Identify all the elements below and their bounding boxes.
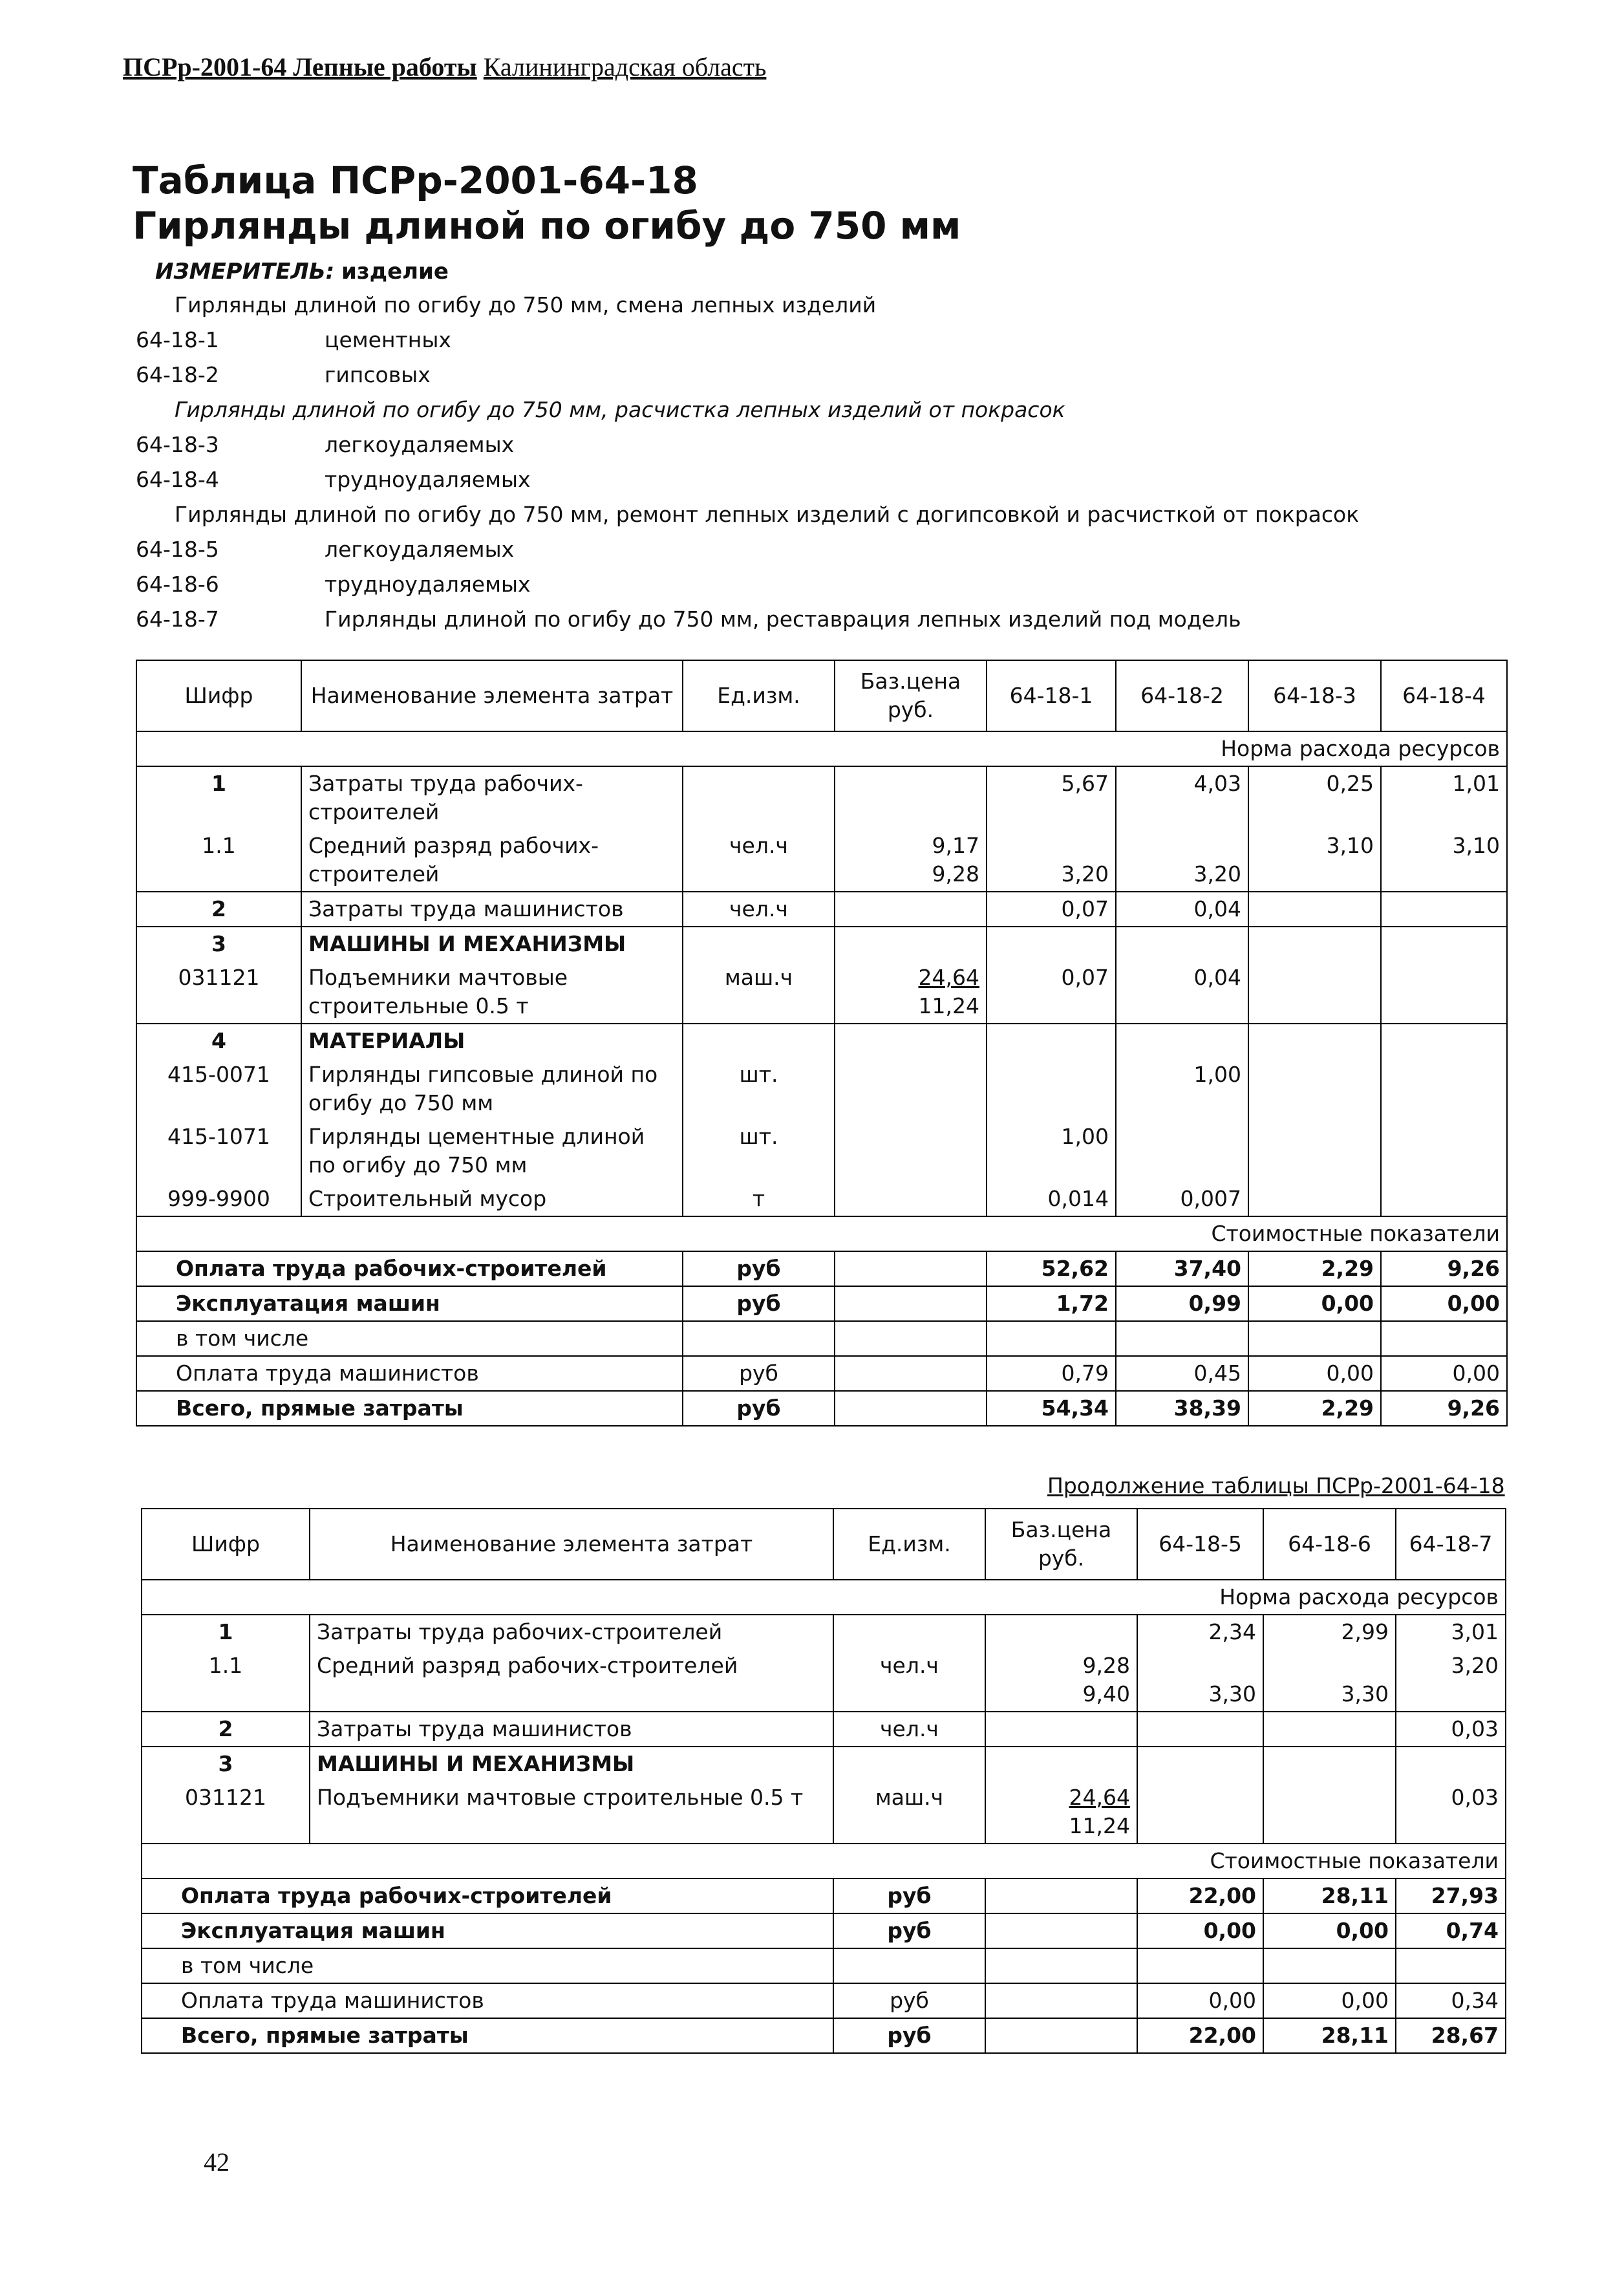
section-name: МАШИНЫ И МЕХАНИЗМЫ (310, 1747, 833, 1781)
row-value (1381, 961, 1507, 1024)
value-top (1144, 1652, 1256, 1680)
cost-value: 1,72 (987, 1286, 1116, 1321)
cost-value: 38,39 (1116, 1391, 1248, 1426)
description-item (136, 323, 1558, 358)
row-value (1263, 1712, 1396, 1747)
cost-value: 0,00 (1248, 1286, 1381, 1321)
value-bottom: 3,20 (1061, 861, 1109, 887)
row-code: 2 (136, 892, 301, 927)
header-price: Баз.цена руб. (985, 1509, 1137, 1580)
cost-price (835, 1286, 987, 1321)
row-value (1381, 829, 1507, 892)
row-value: 0,07 (987, 961, 1116, 1024)
cost-value: 0,45 (1116, 1356, 1248, 1391)
row-value: 2,34 (1137, 1615, 1263, 1649)
value-bottom: 3,30 (1208, 1681, 1256, 1706)
table-row (136, 766, 1507, 829)
row-code: 2 (142, 1712, 310, 1747)
table-row (136, 1120, 1507, 1182)
row-code: 1 (142, 1615, 310, 1649)
section-code: 4 (136, 1024, 301, 1058)
item-code: 64-18-5 (136, 537, 219, 562)
cost-unit: руб (683, 1286, 835, 1321)
table-row (136, 961, 1507, 1024)
row-value: 0,03 (1396, 1712, 1506, 1747)
row-value: 5,67 (987, 766, 1116, 829)
cost-price (835, 1356, 987, 1391)
table-row (136, 829, 1507, 892)
measure-value: изделие (341, 259, 449, 285)
table-row (136, 1182, 1507, 1216)
table-row (142, 1781, 1506, 1844)
cost-value: 22,00 (1137, 2018, 1263, 2053)
row-price (835, 892, 987, 927)
cost-value: 0,99 (1116, 1286, 1248, 1321)
row-price (985, 1712, 1137, 1747)
norm-band-row (136, 731, 1507, 766)
cost-band-row (136, 1216, 1507, 1251)
table-subtitle: Гирлянды длиной по огибу до 750 мм (133, 204, 961, 248)
cost-unit: руб (683, 1356, 835, 1391)
cost-name: в том числе (136, 1321, 683, 1356)
row-unit: маш.ч (833, 1781, 985, 1844)
description-item (136, 567, 1558, 602)
row-value (1381, 1120, 1507, 1182)
norm-band-row (142, 1580, 1506, 1615)
cost-band-row (142, 1844, 1506, 1878)
row-price (835, 1182, 987, 1216)
cost-row (142, 1983, 1506, 2018)
row-price (835, 829, 987, 892)
table-row (142, 1712, 1506, 1747)
cost-row (136, 1356, 1507, 1391)
header-unit: Ед.изм. (833, 1509, 985, 1580)
header-code: Шифр (136, 660, 301, 731)
header-col-64-18-6: 64-18-6 (1263, 1509, 1396, 1580)
row-value: 0,04 (1116, 892, 1248, 927)
description-group-heading: Гирлянды длиной по огибу до 750 мм, смена лепных изделий (175, 292, 877, 318)
norm-band-label: Норма расхода ресурсов (142, 1580, 1506, 1615)
row-unit (683, 766, 835, 829)
table-row (136, 892, 1507, 927)
description-list (136, 288, 1558, 637)
measure-line (155, 259, 449, 285)
row-name: Средний разряд рабочих-строителей (310, 1649, 833, 1712)
row-value: 0,25 (1248, 766, 1381, 829)
cost-value: 9,26 (1381, 1391, 1507, 1426)
row-name: Гирлянды цементные длиной по огибу до 750 мм (301, 1120, 683, 1182)
item-text: легкоудаляемых (325, 432, 515, 457)
item-code: 64-18-6 (136, 572, 219, 597)
cost-value: 28,11 (1263, 1878, 1396, 1913)
cost-unit: руб (683, 1251, 835, 1286)
row-unit: маш.ч (683, 961, 835, 1024)
cost-value: 0,00 (1137, 1913, 1263, 1948)
cost-name: Всего, прямые затраты (136, 1391, 683, 1426)
table-title: Таблица ПСРр-2001-64-18 (133, 158, 698, 202)
cost-name: Оплата труда рабочих-строителей (136, 1251, 683, 1286)
header-col-64-18-7: 64-18-7 (1396, 1509, 1506, 1580)
item-text: трудноудаляемых (325, 467, 531, 492)
row-value (1263, 1649, 1396, 1712)
section-name: МАШИНЫ И МЕХАНИЗМЫ (301, 927, 683, 961)
cost-value: 0,74 (1396, 1913, 1506, 1948)
value-top: 3,10 (1326, 833, 1374, 858)
cost-price (835, 1391, 987, 1426)
cost-price (985, 1913, 1137, 1948)
row-value (1248, 1058, 1381, 1120)
cost-value: 0,00 (1137, 1983, 1263, 2018)
header-name: Наименование элемента затрат (310, 1509, 833, 1580)
description-group-heading: Гирлянды длиной по огибу до 750 мм, ремонт лепных изделий с догипсовкой и расчисткой от покрасок (175, 502, 1360, 527)
row-price (835, 1120, 987, 1182)
table-row (142, 1615, 1506, 1649)
description-item (136, 532, 1558, 567)
header-unit: Ед.изм. (683, 660, 835, 731)
price-value: 11,24 (918, 993, 979, 1018)
row-value (1248, 829, 1381, 892)
cost-unit (833, 1948, 985, 1983)
item-code: 64-18-4 (136, 467, 219, 492)
cost-value: 0,34 (1396, 1983, 1506, 2018)
cost-value (1116, 1321, 1248, 1356)
value-bottom: 3,20 (1193, 861, 1241, 887)
row-value (1263, 1781, 1396, 1844)
row-value: 0,007 (1116, 1182, 1248, 1216)
cost-value (1263, 1948, 1396, 1983)
row-value (1396, 1649, 1506, 1712)
cost-unit: руб (833, 2018, 985, 2053)
resource-table-1 (136, 660, 1508, 1426)
item-text: легкоудаляемых (325, 537, 515, 562)
cost-value: 0,00 (1381, 1356, 1507, 1391)
row-price (985, 1649, 1137, 1712)
row-value (1137, 1781, 1263, 1844)
cost-value: 0,79 (987, 1356, 1116, 1391)
cost-unit: руб (833, 1983, 985, 2018)
cost-value: 37,40 (1116, 1251, 1248, 1286)
row-value (987, 829, 1116, 892)
item-text: Гирлянды длиной по огибу до 750 мм, реставрация лепных изделий под модель (325, 607, 1241, 632)
header-col-64-18-3: 64-18-3 (1248, 660, 1381, 731)
item-text: трудноудаляемых (325, 572, 531, 597)
cost-row (136, 1286, 1507, 1321)
page-number: 42 (204, 2147, 230, 2177)
table-row (136, 1058, 1507, 1120)
row-value (1248, 961, 1381, 1024)
section-code: 3 (136, 927, 301, 961)
measure-label: ИЗМЕРИТЕЛЬ: (155, 259, 335, 285)
row-value (1137, 1712, 1263, 1747)
table-row (142, 1649, 1506, 1712)
row-value: 4,03 (1116, 766, 1248, 829)
row-name: Строительный мусор (301, 1182, 683, 1216)
cost-name: Эксплуатация машин (142, 1913, 833, 1948)
cost-value: 0,00 (1381, 1286, 1507, 1321)
item-text: цементных (325, 327, 451, 352)
cost-value: 28,67 (1396, 2018, 1506, 2053)
cost-price (985, 2018, 1137, 2053)
cost-row (142, 2018, 1506, 2053)
row-value: 0,04 (1116, 961, 1248, 1024)
cost-value: 2,29 (1248, 1391, 1381, 1426)
row-value (1381, 892, 1507, 927)
row-value (1381, 1182, 1507, 1216)
row-value: 0,03 (1396, 1781, 1506, 1844)
row-value (1248, 1182, 1381, 1216)
row-code: 1 (136, 766, 301, 829)
price-value: 9,28 (1082, 1653, 1130, 1678)
price-value: 9,40 (1082, 1681, 1130, 1706)
cost-row (142, 1878, 1506, 1913)
table-header-row (142, 1509, 1506, 1580)
row-name: Средний разряд рабочих-строителей (301, 829, 683, 892)
page-header (123, 52, 766, 82)
price-value: 24,64 (918, 965, 979, 990)
header-code: Шифр (142, 1509, 310, 1580)
cost-row (142, 1948, 1506, 1983)
row-code: 415-0071 (136, 1058, 301, 1120)
row-price (835, 766, 987, 829)
row-value: 0,07 (987, 892, 1116, 927)
row-name: Подъемники мачтовые строительные 0.5 т (310, 1781, 833, 1844)
row-code: 1.1 (136, 829, 301, 892)
header-region: Калининградская область (483, 52, 767, 81)
cost-value: 0,00 (1263, 1983, 1396, 2018)
cost-value (1396, 1948, 1506, 1983)
cost-price (985, 1878, 1137, 1913)
row-unit: чел.ч (683, 829, 835, 892)
row-name: Затраты труда рабочих-строителей (310, 1615, 833, 1649)
row-code: 415-1071 (136, 1120, 301, 1182)
row-unit: шт. (683, 1058, 835, 1120)
row-unit: шт. (683, 1120, 835, 1182)
cost-price (985, 1983, 1137, 2018)
row-unit: чел.ч (833, 1712, 985, 1747)
row-value: 1,01 (1381, 766, 1507, 829)
description-group-heading: Гирлянды длиной по огибу до 750 мм, расчистка лепных изделий от покрасок (175, 397, 1065, 422)
row-name: Затраты труда машинистов (301, 892, 683, 927)
section-code: 3 (142, 1747, 310, 1781)
item-code: 64-18-1 (136, 327, 219, 352)
cost-row (136, 1391, 1507, 1426)
section-name: МАТЕРИАЛЫ (301, 1024, 683, 1058)
cost-unit: руб (833, 1913, 985, 1948)
item-code: 64-18-7 (136, 607, 219, 632)
cost-value: 52,62 (987, 1251, 1116, 1286)
row-value: 0,014 (987, 1182, 1116, 1216)
cost-band-label: Стоимостные показатели (142, 1844, 1506, 1878)
row-value (1116, 829, 1248, 892)
value-top (1123, 832, 1241, 860)
cost-value (1248, 1321, 1381, 1356)
section-row (136, 1024, 1507, 1058)
continuation-caption: Продолжение таблицы ПСРр-2001-64-18 (1047, 1473, 1505, 1498)
cost-name: в том числе (142, 1948, 833, 1983)
norm-band-label: Норма расхода ресурсов (136, 731, 1507, 766)
section-row (142, 1747, 1506, 1781)
cost-value (987, 1321, 1116, 1356)
row-name: Гирлянды гипсовые длиной по огибу до 750 мм (301, 1058, 683, 1120)
cost-name: Оплата труда рабочих-строителей (142, 1878, 833, 1913)
header-price: Баз.цена руб. (835, 660, 987, 731)
table-header-row (136, 660, 1507, 731)
row-name: Подъемники мачтовые строительные 0.5 т (301, 961, 683, 1024)
row-code: 031121 (136, 961, 301, 1024)
item-text: гипсовых (325, 362, 431, 387)
row-price (985, 1781, 1137, 1844)
header-col-64-18-5: 64-18-5 (1137, 1509, 1263, 1580)
cost-value: 22,00 (1137, 1878, 1263, 1913)
header-document-code: ПСРр-2001-64 Лепные работы (123, 52, 477, 81)
row-unit: чел.ч (683, 892, 835, 927)
cost-unit: руб (833, 1878, 985, 1913)
cost-value: 27,93 (1396, 1878, 1506, 1913)
value-top: 3,10 (1452, 833, 1500, 858)
cost-unit: руб (683, 1391, 835, 1426)
description-item (136, 358, 1558, 393)
cost-band-label: Стоимостные показатели (136, 1216, 1507, 1251)
item-code: 64-18-3 (136, 432, 219, 457)
cost-price (835, 1321, 987, 1356)
cost-row (142, 1913, 1506, 1948)
row-code: 031121 (142, 1781, 310, 1844)
row-value: 1,00 (1116, 1058, 1248, 1120)
price-value: 24,64 (1069, 1785, 1130, 1810)
cost-price (835, 1251, 987, 1286)
header-col-64-18-1: 64-18-1 (987, 660, 1116, 731)
row-value: 2,99 (1263, 1615, 1396, 1649)
cost-value: 28,11 (1263, 2018, 1396, 2053)
item-code: 64-18-2 (136, 362, 219, 387)
price-value: 9,28 (932, 861, 979, 887)
header-col-64-18-4: 64-18-4 (1381, 660, 1507, 731)
cost-unit (683, 1321, 835, 1356)
cost-row (136, 1321, 1507, 1356)
header-col-64-18-2: 64-18-2 (1116, 660, 1248, 731)
description-item (136, 427, 1558, 462)
row-name: Затраты труда машинистов (310, 1712, 833, 1747)
row-value (1248, 1120, 1381, 1182)
row-value (1381, 1058, 1507, 1120)
cost-value (1137, 1948, 1263, 1983)
cost-value: 54,34 (987, 1391, 1116, 1426)
row-name: Затраты труда рабочих-строителей (301, 766, 683, 829)
resource-table-2 (141, 1508, 1506, 2054)
row-value (1248, 892, 1381, 927)
row-unit: чел.ч (833, 1649, 985, 1712)
cost-name: Эксплуатация машин (136, 1286, 683, 1321)
row-unit: т (683, 1182, 835, 1216)
row-price (835, 961, 987, 1024)
cost-name: Оплата труда машинистов (136, 1356, 683, 1391)
row-code: 999-9900 (136, 1182, 301, 1216)
value-top (994, 832, 1109, 860)
cost-name: Всего, прямые затраты (142, 2018, 833, 2053)
section-row (136, 927, 1507, 961)
description-item (136, 462, 1558, 497)
row-value (1116, 1120, 1248, 1182)
header-name: Наименование элемента затрат (301, 660, 683, 731)
row-value (1137, 1649, 1263, 1712)
cost-name: Оплата труда машинистов (142, 1983, 833, 2018)
cost-value: 2,29 (1248, 1251, 1381, 1286)
row-code: 1.1 (142, 1649, 310, 1712)
row-value: 3,01 (1396, 1615, 1506, 1649)
value-top (1270, 1652, 1389, 1680)
cost-row (136, 1251, 1507, 1286)
cost-price (985, 1948, 1137, 1983)
cost-value (1381, 1321, 1507, 1356)
cost-value: 9,26 (1381, 1251, 1507, 1286)
price-value: 11,24 (1069, 1813, 1130, 1838)
row-value (987, 1058, 1116, 1120)
description-item (136, 602, 1558, 637)
cost-value: 0,00 (1263, 1913, 1396, 1948)
value-bottom: 3,30 (1341, 1681, 1389, 1706)
value-top: 3,20 (1451, 1653, 1499, 1678)
cost-value: 0,00 (1248, 1356, 1381, 1391)
row-price (835, 1058, 987, 1120)
row-value: 1,00 (987, 1120, 1116, 1182)
price-value: 9,17 (932, 833, 979, 858)
